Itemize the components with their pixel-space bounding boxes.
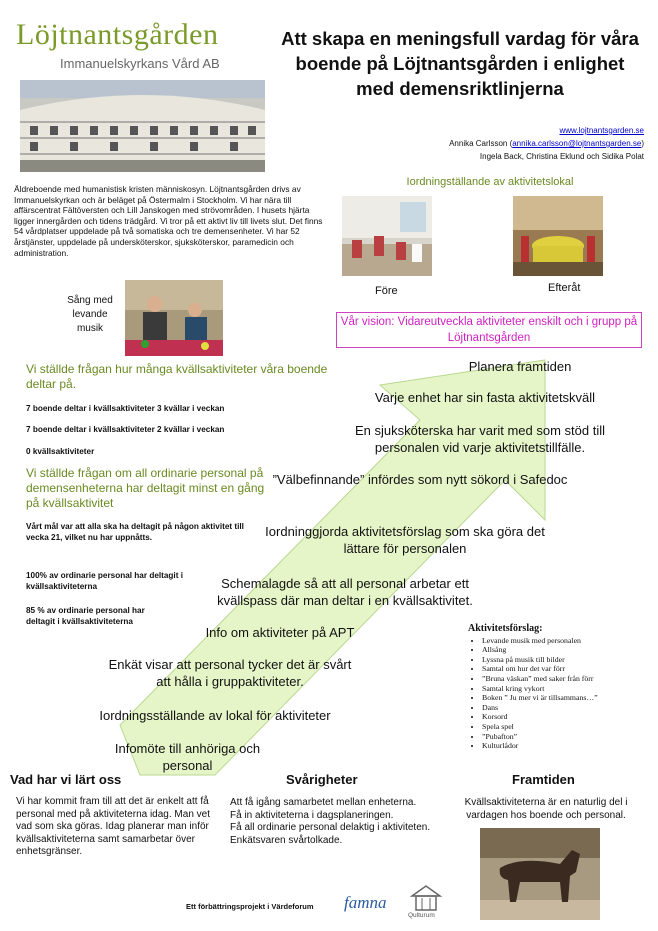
logo-name: Löjtnantsgården — [16, 18, 219, 51]
logo-subtitle: Immanuelskyrkans Vård AB — [60, 56, 220, 71]
goal-text: Vårt mål var att alla ska ha deltagit på någon aktivitet till vecka 21, vilket nu har uppnåtts. — [26, 522, 244, 542]
qulturum-label: Qulturum — [408, 912, 435, 919]
activity-item: • Spela spel — [482, 722, 648, 732]
survey-result-2: 7 boende deltar i kvällsaktiviteter 2 kvällar i veckan — [26, 425, 225, 434]
step-aktivitetsforslag: Iordninggjorda aktivitetsförslag som ska göra det lättare för personalen — [265, 524, 545, 556]
step-apt: Info om aktiviteter på APT — [205, 625, 355, 640]
step-valbefinnande: ”Välbefinnande” infördes som nytt sökord i Safedoc — [272, 472, 568, 487]
step-sjukskoterska: En sjuksköterska har varit med som stöd till personalen vid varje aktivitetstillfälle. — [355, 423, 605, 455]
step-enkat: Enkät visar att personal tycker det är svårt att hålla i gruppaktiviteter. — [108, 657, 352, 689]
author-email[interactable]: annika.carlsson@lojtnantsgarden.se — [512, 139, 642, 148]
percent-85: 85 % av ordinarie personal har deltagit i kvällsaktiviteterna — [26, 606, 145, 626]
activity-item: • ”Pubafton” — [482, 732, 648, 742]
activity-item: • Boken ” Ju mer vi är tillsammans…” — [482, 693, 648, 703]
learned-heading: Vad har vi lärt oss — [10, 772, 122, 787]
survey-question-2: Vi ställde frågan om all ordinarie personal på demensenheterna har deltagit minst en gång på kvällsaktivitet — [26, 466, 265, 510]
vision-box: Vår vision: Vidareutveckla aktiviteter enskilt och i grupp på Löjtnantsgården — [336, 312, 642, 348]
activity-item: • Lyssna på musik till bilder — [482, 655, 648, 665]
intro-text: Äldreboende med humanistisk kristen människosyn. Löjtnantsgården drivs av Immanuelskyrkan och är beläget på Östermalm i Stockholm. Vi har nära till affärscentrat Fältöversten och Lill Janskogen med strövområden. I husets hjärta ligger innergården och tidens trädgård. Vi tror på ett aktivt liv till livets slut. Det finns 54 vårdplatser uppdelade på två somatiska och tre demensenheter. Vi har 52 årstjänster, uppdelade på undersköterskor, sjuksköterskor, paramedicin och administration. — [14, 184, 323, 258]
sang-caption: Sång med levande musik — [67, 295, 113, 334]
step-fast-kvall: Varje enhet har sin fasta aktivitetskväll — [374, 390, 596, 405]
activity-suggestions — [468, 624, 648, 751]
famna-logo: famna — [344, 893, 387, 912]
horse-statue-photo — [480, 828, 600, 920]
activity-item: • Levande musik med personalen — [482, 636, 648, 646]
activity-item: • Allsång — [482, 645, 648, 655]
step-planera: Planera framtiden — [468, 359, 572, 374]
future-heading: Framtiden — [512, 772, 575, 787]
step-lokal: Iordningsställande av lokal för aktiviteter — [99, 708, 331, 723]
coauthors: Ingela Back, Christina Eklund och Sidika Polat — [479, 152, 644, 161]
author-name: Annika Carlsson — [449, 139, 508, 148]
activity-item: • Korsord — [482, 712, 648, 722]
poster-title: Att skapa en meningsfull vardag för våra boende på Löjtnantsgården i enlighet med demensriktlinjerna — [281, 28, 639, 99]
difficulties-body: Att få igång samarbetet mellan enheterna. Få in aktiviteterna i dagsplaneringen. Få all ordinarie personal delaktig i aktiviteten. Enkätsvaren svårtolkade. — [230, 797, 431, 846]
activity-item: • Samtal om hur det var förr — [482, 664, 648, 674]
before-caption: Före — [375, 285, 398, 297]
future-body: Kvällsaktiviteterna är en naturlig del i vardagen hos boende och personal. — [464, 797, 628, 821]
survey-result-1: 7 boende deltar i kvällsaktiviteter 3 kvällar i veckan — [26, 404, 225, 413]
after-caption: Efteråt — [548, 282, 581, 294]
activity-item: • ”Bruna väskan” med saker från förr — [482, 674, 648, 684]
activity-suggestions-heading: Aktivitetsförslag: — [468, 623, 543, 634]
survey-question-1: Vi ställde frågan hur många kvällsaktiviteter våra boende deltar på. — [26, 362, 328, 391]
lokal-heading: Iordningställande av aktivitetslokal — [406, 176, 574, 188]
survey-result-3: 0 kvällsaktiviteter — [26, 447, 95, 456]
footer-text: Ett förbättringsprojekt i Värdeforum — [186, 902, 314, 911]
activity-item: • Dans — [482, 703, 648, 713]
qulturum-logo — [408, 882, 444, 914]
step-infomote: Infomöte till anhöriga och personal — [114, 741, 261, 773]
difficulties-heading: Svårigheter — [286, 772, 358, 787]
contact-block: www.lojtnantsgarden.se Annika Carlsson (annika.carlsson@lojtnantsgarden.se) Ingela Back, Christina Eklund och Sidika Polat — [264, 124, 644, 163]
activity-item: • Samtal kring vykort — [482, 684, 648, 694]
website-link[interactable]: www.lojtnantsgarden.se — [559, 126, 644, 135]
activity-list — [468, 636, 648, 751]
percent-100: 100% av ordinarie personal har deltagit i kvällsaktiviteterna — [26, 571, 183, 591]
learned-body: Vi har kommit fram till att det är enkelt att få personal med på aktiviteterna idag. Man vet vad som ska göras. Idag planerar man inför kvällsaktiviteterna samt samarbetar över enhetsgränser. — [16, 796, 210, 857]
step-schema: Schemalagde så att all personal arbetar ett kvällspass där man deltar i en kvällsaktivitet. — [217, 576, 473, 608]
activity-item: • Kulturlådor — [482, 741, 648, 751]
